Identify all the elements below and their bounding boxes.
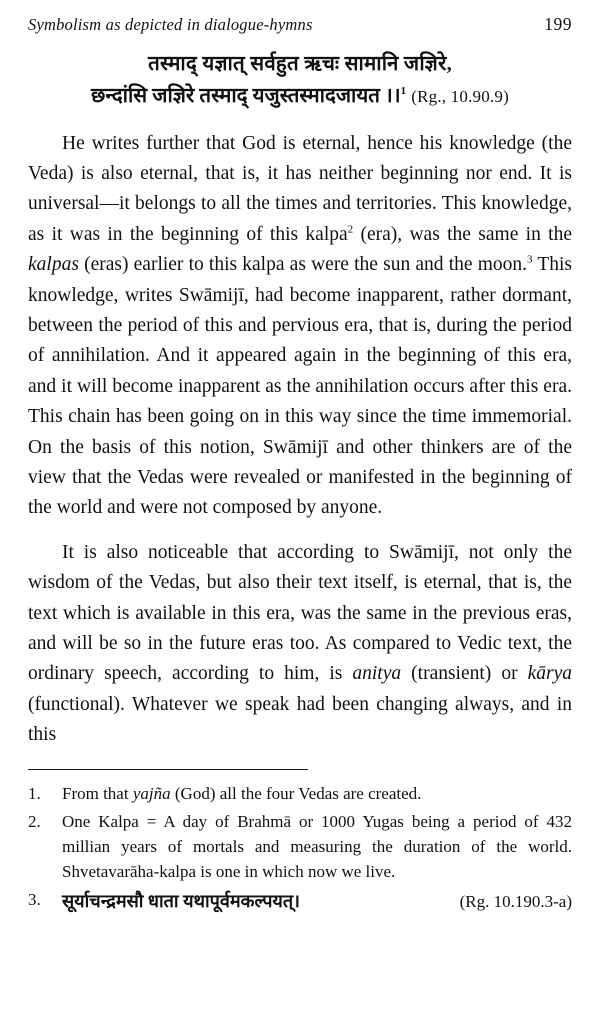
- body-paragraph-1: He writes further that God is eternal, hence his knowledge (the Veda) is also eternal, that is, it has neither beginning nor end. It is universal—it belongs to all the times and territories. This knowledge, as it was in the beginning of this kalpa$^2$ (era), was the same in the kalpas (eras) earlier to this kalpa as were the sun and the moon.$^3$ This knowledge, writes Swāmijī, had become inapparent, rather dormant, between the period of this and pervious era, that is, during the period of annihilation. And it appeared again in the beginning of this era, and it will become inapparent as the annihilation occurs after this era. This chain has been going on in this way since the time immemorial. On the basis of this notion, Swāmijī and other thinkers are of the view that the Vedas were revealed or manifested in the beginning of the world and were not composed by anyone.: [28, 132, 572, 519]
- footnote-devanagari: सूर्याचन्द्रमसौ धाता यथापूर्वमकल्पयत्।: [62, 891, 300, 912]
- running-head: [28, 14, 572, 35]
- footnote-item-2: [28, 810, 572, 884]
- body-paragraph-2: It is also noticeable that according to Swāmijī, not only the wisdom of the Vedas, but also their text itself, is eternal, that is, the text which is available in this era, was the same in the previous eras, and will be so in the future eras too. As compared to Vedic text, the ordinary speech, according to him, is anitya (transient) or kārya (functional). Whatever we speak had been changing always, and in this: [28, 541, 572, 746]
- footnote-list: [28, 782, 572, 915]
- running-title: Symbolism as depicted in dialogue-hymns: [28, 15, 313, 34]
- page-number: 199: [544, 14, 572, 34]
- verse-line-2: [28, 81, 572, 113]
- footnote-number: 1.: [28, 783, 41, 803]
- verse-line-2-text: छन्दांसि जज्ञिरे तस्माद् यजुस्तस्मादजायत ।।: [91, 84, 401, 107]
- footnote-item-1: [28, 782, 572, 807]
- verse-line-1: तस्माद् यज्ञात् सर्वहुत ऋचः सामानि जज्ञिरे,: [148, 53, 452, 75]
- verse-reference: (Rg., 10.90.9): [411, 86, 509, 106]
- footnote-reference: (Rg. 10.190.3-a): [459, 892, 572, 912]
- verse-footnote-marker: 1: [400, 84, 407, 97]
- footnote-text: One Kalpa = A day of Brahmā or 1000 Yugas being a period of 432 millian years of mortals and measuring the duration of the world. Shvetavarāha-kalpa is one in which now we live.: [62, 812, 572, 881]
- sanskrit-verse-block: [28, 49, 572, 113]
- footnote-text: From that yajña (God) all the four Vedas are created.: [62, 783, 422, 803]
- footnote-number: 3.: [28, 890, 41, 910]
- footnote-text: [62, 888, 572, 915]
- footnote-separator: [28, 769, 308, 770]
- footnote-item-3: [28, 888, 572, 915]
- footnote-number: 2.: [28, 812, 41, 832]
